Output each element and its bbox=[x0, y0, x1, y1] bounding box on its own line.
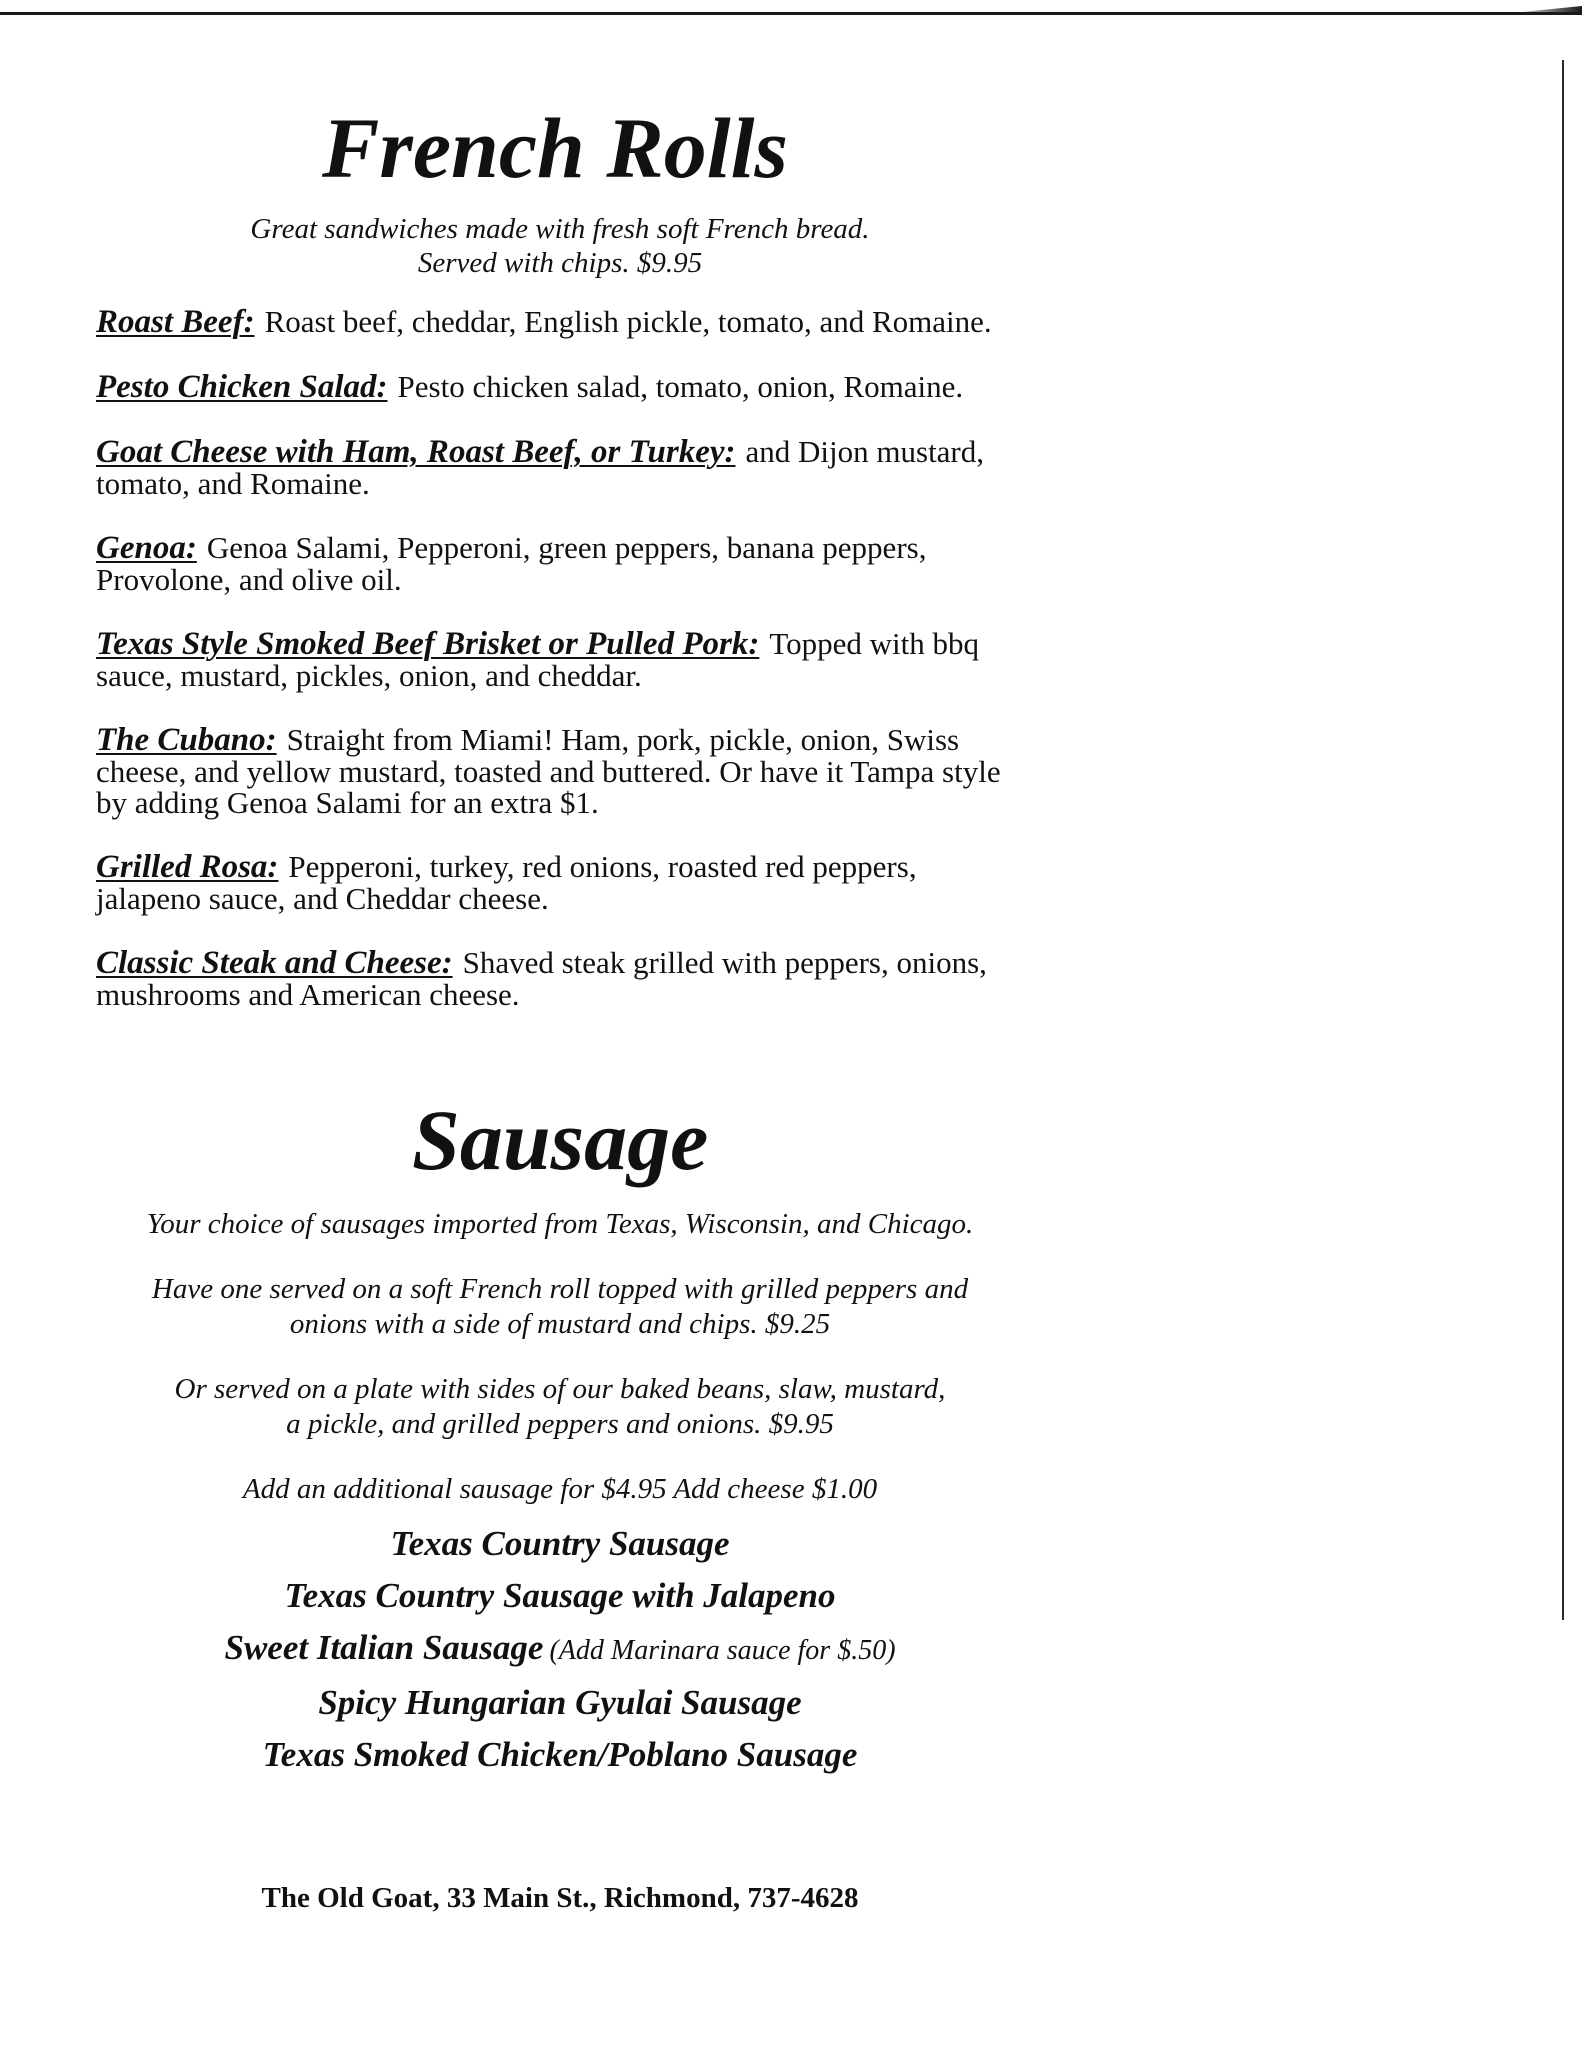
top-rule-tail bbox=[1502, 6, 1582, 14]
sausage-variety-name: Texas Country Sausage bbox=[390, 1524, 730, 1563]
french-rolls-intro bbox=[100, 212, 1020, 280]
menu-item-goat-cheese bbox=[96, 436, 1016, 499]
menu-item-description: Roast beef, cheddar, English pickle, tomato, and Romaine. bbox=[264, 304, 992, 339]
sausage-variety-name: Texas Smoked Chicken/Poblano Sausage bbox=[262, 1735, 858, 1774]
menu-item-description: Pesto chicken salad, tomato, onion, Romaine. bbox=[397, 369, 964, 404]
right-margin-rule bbox=[1562, 60, 1564, 1620]
french-rolls-menu bbox=[96, 306, 1016, 1043]
menu-item-name: Classic Steak and Cheese: bbox=[96, 945, 453, 981]
menu-item-steak-and-cheese bbox=[96, 947, 1016, 1010]
sausage-varieties bbox=[80, 1518, 1040, 1781]
menu-item-description: and Dijon mustard, tomato, and Romaine. bbox=[96, 434, 985, 501]
menu-item-description: Shaved steak grilled with peppers, onions, mushrooms and American cheese. bbox=[96, 945, 987, 1012]
menu-item-name: The Cubano: bbox=[96, 722, 277, 758]
menu-item-name: Goat Cheese with Ham, Roast Beef, or Turkey: bbox=[96, 434, 736, 470]
french-rolls-title: French Rolls bbox=[322, 100, 788, 196]
menu-item-pesto-chicken-salad bbox=[96, 371, 1016, 403]
sausage-roll-option-line2: onions with a side of mustard and chips. $9.25 bbox=[289, 1308, 831, 1340]
menu-item-description: Pepperoni, turkey, red onions, roasted red peppers, jalapeno sauce, and Cheddar cheese. bbox=[96, 849, 917, 916]
sausage-roll-option-line1: Have one served on a soft French roll topped with grilled peppers and bbox=[151, 1273, 969, 1305]
sausage-variety bbox=[80, 1729, 1040, 1781]
sausage-variety bbox=[80, 1570, 1040, 1622]
sausage-variety-note: (Add Marinara sauce for $.50) bbox=[549, 1635, 896, 1666]
sausage-plate-option-line1: Or served on a plate with sides of our baked beans, slaw, mustard, bbox=[174, 1373, 946, 1405]
french-rolls-intro-line2: Served with chips. $9.95 bbox=[417, 247, 703, 279]
sausage-extras: Add an additional sausage for $4.95 Add cheese $1.00 bbox=[242, 1473, 878, 1505]
sausage-variety bbox=[80, 1518, 1040, 1570]
sausage-variety-name: Spicy Hungarian Gyulai Sausage bbox=[318, 1683, 802, 1722]
sausage-roll-option bbox=[80, 1272, 1040, 1342]
footer-address: The Old Goat, 33 Main St., Richmond, 737-4628 bbox=[261, 1882, 859, 1914]
menu-item-roast-beef bbox=[96, 306, 1016, 338]
sausage-plate-option-line2: a pickle, and grilled peppers and onions. $9.95 bbox=[286, 1408, 834, 1440]
top-rule bbox=[0, 12, 1582, 15]
menu-item-texas-brisket bbox=[96, 628, 1016, 691]
menu-item-name: Roast Beef: bbox=[96, 304, 255, 340]
sausage-variety-name: Sweet Italian Sausage bbox=[224, 1628, 544, 1667]
menu-item-cubano bbox=[96, 724, 1016, 818]
menu-item-name: Texas Style Smoked Beef Brisket or Pulled Pork: bbox=[96, 626, 760, 662]
sausage-title: Sausage bbox=[412, 1092, 709, 1188]
menu-item-description: Genoa Salami, Pepperoni, green peppers, banana peppers, Provolone, and olive oil. bbox=[96, 530, 927, 597]
menu-item-grilled-rosa bbox=[96, 851, 1016, 914]
menu-item-name: Genoa: bbox=[96, 530, 197, 566]
french-rolls-intro-line1: Great sandwiches made with fresh soft French bread. bbox=[250, 213, 870, 245]
sausage-notes bbox=[80, 1207, 1040, 1507]
sausage-variety bbox=[80, 1622, 1040, 1677]
menu-item-genoa bbox=[96, 532, 1016, 595]
sausage-variety-name: Texas Country Sausage with Jalapeno bbox=[284, 1576, 836, 1615]
menu-item-description: Straight from Miami! Ham, pork, pickle, onion, Swiss cheese, and yellow mustard, toasted and buttered. Or have it Tampa style by adding Genoa Salami for an extra $1. bbox=[96, 722, 1001, 820]
sausage-variety bbox=[80, 1677, 1040, 1729]
sausage-intro: Your choice of sausages imported from Texas, Wisconsin, and Chicago. bbox=[146, 1208, 974, 1240]
menu-item-name: Pesto Chicken Salad: bbox=[96, 369, 388, 405]
menu-item-description: Topped with bbq sauce, mustard, pickles, onion, and cheddar. bbox=[96, 626, 979, 693]
menu-item-name: Grilled Rosa: bbox=[96, 849, 279, 885]
sausage-plate-option bbox=[80, 1372, 1040, 1442]
